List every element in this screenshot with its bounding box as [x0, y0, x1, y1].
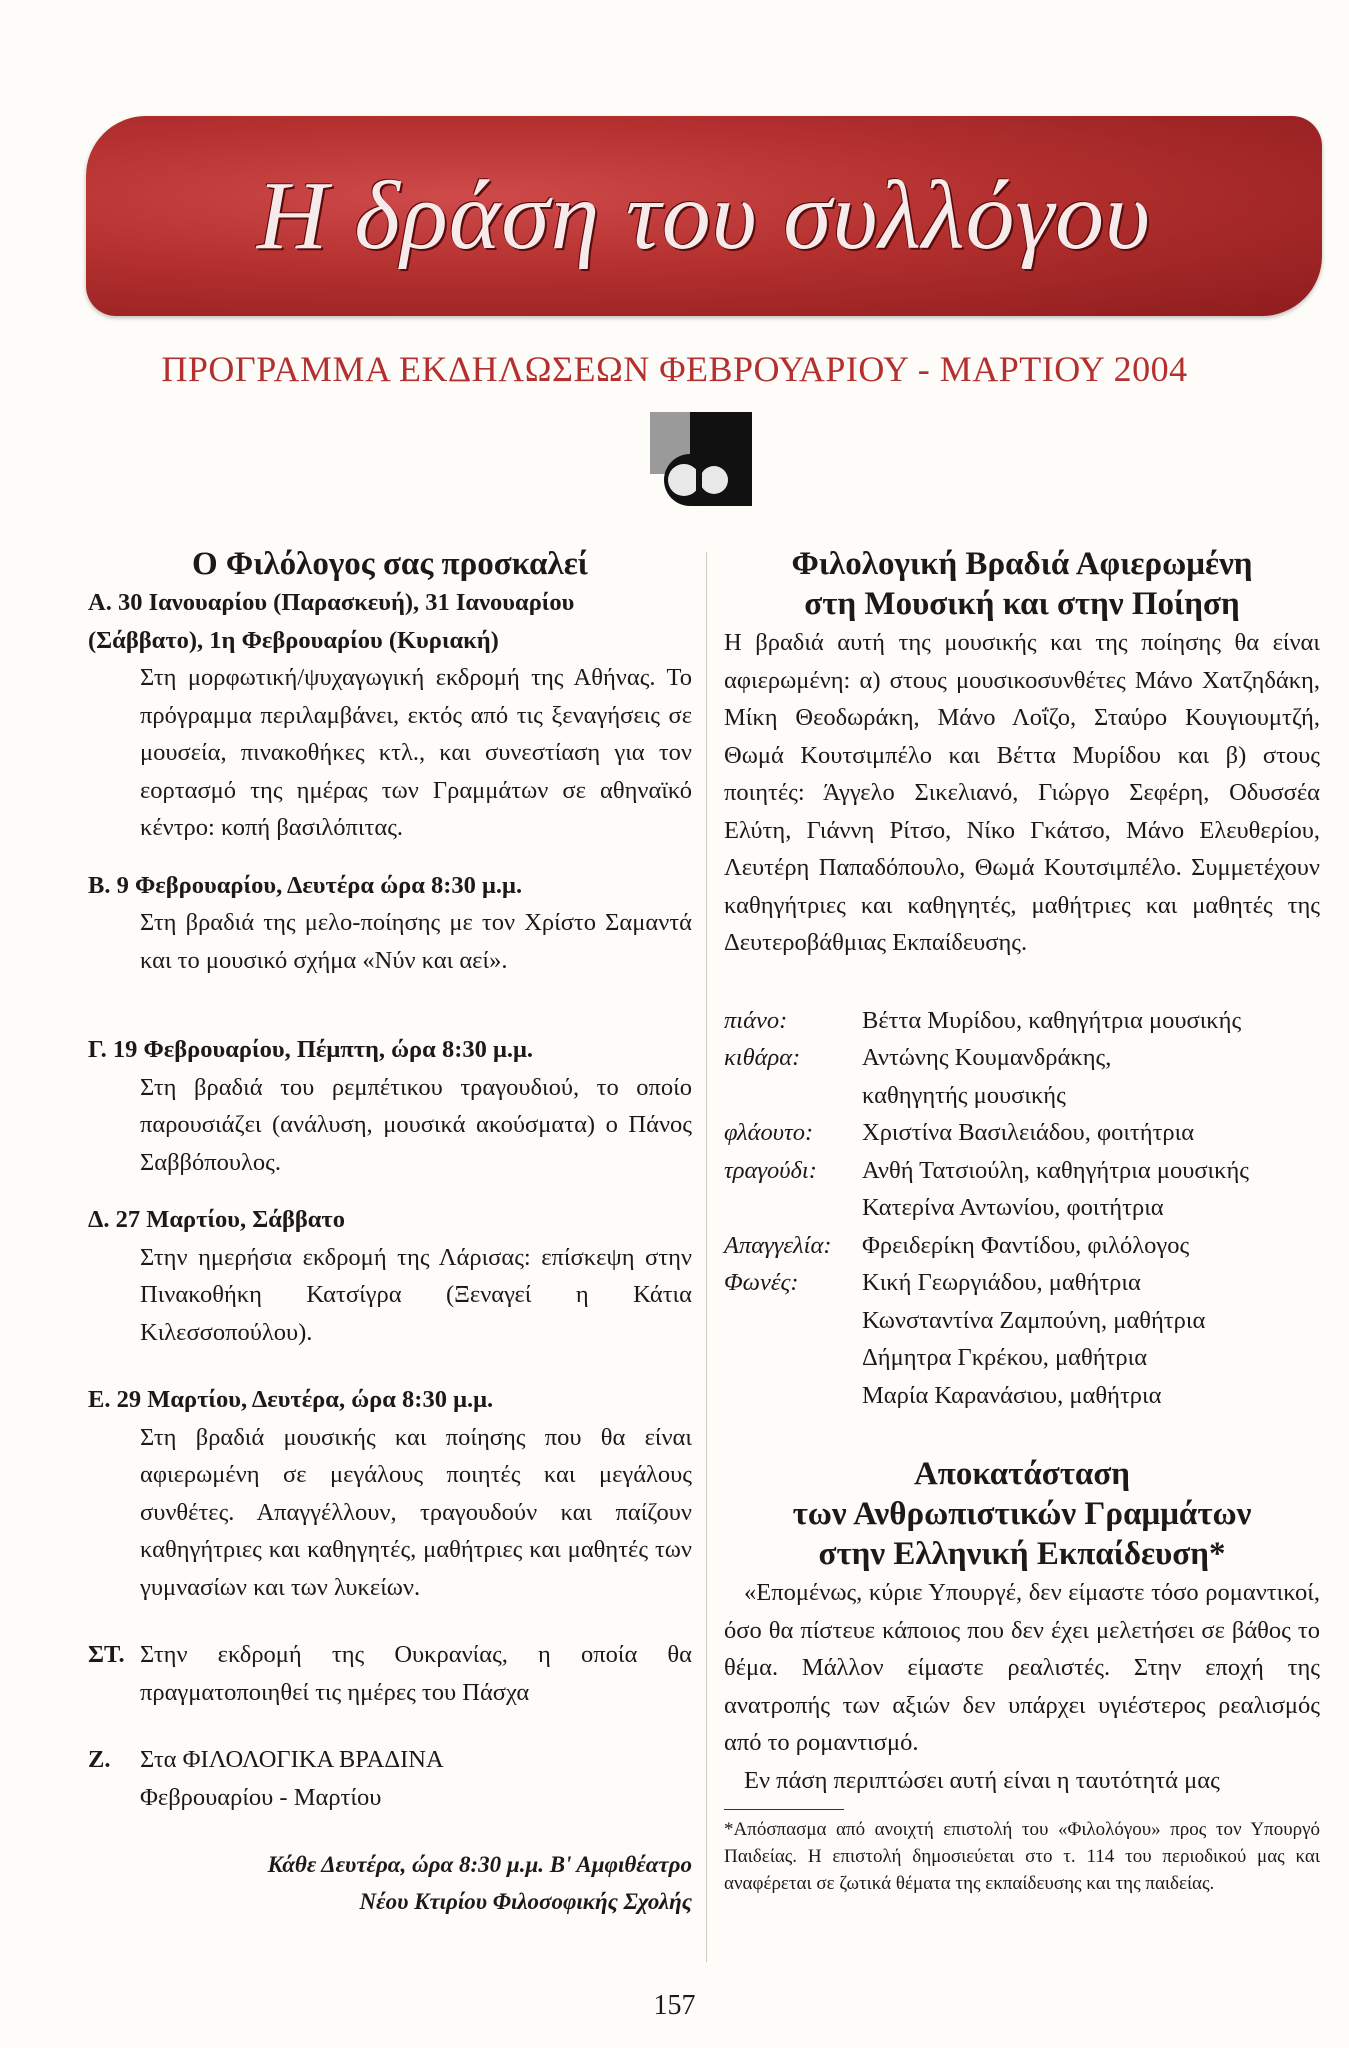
- event-c-head: Γ. 19 Φεβρουαρίου, Πέμπτη, ώρα 8:30 μ.μ.: [88, 1036, 534, 1063]
- page-number: 157: [653, 1990, 696, 2021]
- event-item-b: [88, 867, 692, 980]
- event-item-d: [88, 1201, 692, 1351]
- roster-name: καθηγητής μουσικής: [862, 1081, 1066, 1109]
- roster-role: [724, 1339, 862, 1377]
- event-b-body: Στη βραδιά της μελο-ποίησης με τον Χρίστο Σαμαντά και το μουσικό σχήμα «Νύν και αεί».: [140, 909, 692, 974]
- roster-role: Απαγγελία:: [724, 1231, 832, 1259]
- roster-role: τραγούδι:: [724, 1156, 817, 1184]
- event-e-body: Στη βραδιά μουσικής και ποίησης που θα είναι αφιερωμένη σε μεγάλους ποιητές και μεγάλους συνθέτες. Απαγγέλλουν, τραγουδούν και παίζουν καθηγήτριες και καθηγητές, μαθήτριες και μαθητές των γυμνασίων και των λυκείων.: [140, 1423, 692, 1601]
- event-st-text: Στην εκδρομή της Ουκρανίας, η οποία θα πραγματοποιηθεί τις ημέρες του Πάσχα: [140, 1641, 692, 1706]
- footer-line-1: Κάθε Δευτέρα, ώρα 8:30 μ.μ. Β' Αμφιθέατρο: [267, 1852, 692, 1877]
- roster-name: Βέττα Μυρίδου, καθηγήτρια μουσικής: [862, 1006, 1242, 1034]
- event-d-head: Δ. 27 Μαρτίου, Σάββατο: [88, 1206, 345, 1233]
- banner-title: Η δράση του συλλόγου: [256, 162, 1152, 270]
- roster-name: Κωνσταντίνα Ζαμπούνη, μαθήτρια: [862, 1306, 1206, 1334]
- roster-name: Αντώνης Κουμανδράκης,: [862, 1044, 1112, 1071]
- roster-role: κιθάρα:: [724, 1044, 801, 1071]
- roster-name: Κική Γεωργιάδου, μαθήτρια: [862, 1269, 1141, 1296]
- roster-role: [724, 1189, 862, 1227]
- roster-role: φλάουτο:: [724, 1119, 814, 1146]
- event-item-c: [88, 1031, 692, 1181]
- essay-heading-line-3: στην Ελληνική Εκπαίδευση*: [818, 1536, 1226, 1572]
- event-item-a: [88, 584, 692, 847]
- roster-name: Ανθή Τατσιούλη, καθηγήτρια μουσικής: [862, 1156, 1249, 1184]
- roster-name: Μαρία Καρανάσιου, μαθήτρια: [862, 1381, 1162, 1409]
- roster-role: [724, 1377, 862, 1415]
- event-a-body: Στη μορφωτική/ψυχαγωγική εκδρομή της Αθήνας. Το πρόγραμμα περιλαμβάνει, εκτός από τις ξεναγήσεις σε μουσεία, πινακοθήκες κτλ., και συνεστίαση για τον εορτασμό της ημέρας των Γραμμάτων σε αθηναϊκό κέντρο: κοπή βασιλόπιτας.: [140, 664, 692, 841]
- right-heading-2: στη Μουσική και στην Ποίηση: [804, 586, 1240, 622]
- event-c-body: Στη βραδιά του ρεμπέτικου τραγουδιού, το οποίο παρουσιάζει (ανάλυση, μουσικά ακούσματα) ο Πάνος Σαββόπουλος.: [140, 1073, 692, 1176]
- footnote: *Απόσπασμα από ανοιχτή επιστολή του «Φιλολόγου» προς τον Υπουργό Παιδείας. Η επιστολή δημοσιεύεται στο τ. 114 του περιοδικού μας και αναφέρεται σε ζωτικά θέματα της εκπαίδευσης και της παιδείας.: [724, 1819, 1320, 1894]
- event-b-head: Β. 9 Φεβρουαρίου, Δευτέρα ώρα 8:30 μ.μ.: [88, 871, 523, 899]
- event-d-body: Στην ημερήσια εκδρομή της Λάρισας: επίσκεψη στην Πινακοθήκη Κατσίγρα (Ξεναγεί η Κάτια Κιλεσσοπούλου).: [140, 1243, 692, 1346]
- event-item-e: [88, 1381, 692, 1606]
- essay-heading: [724, 1454, 1320, 1574]
- essay-paragraph-2: Εν πάση περιπτώσει αυτή είναι η ταυτότητά μας: [744, 1766, 1220, 1794]
- roster-name: Κατερίνα Αντωνίου, φοιτήτρια: [862, 1194, 1164, 1221]
- event-z-label: Ζ.: [88, 1746, 111, 1773]
- essay-heading-line-2: των Ανθρωπιστικών Γραμμάτων: [792, 1496, 1252, 1532]
- right-intro: Η βραδιά αυτή της μουσικής και της ποίησης θα είναι αφιερωμένη: α) στους μουσικοσυνθέτες Μάνο Χατζηδάκη, Μίκη Θεοδωράκη, Μάνο Λοΐζο, Σταύρο Κουγιουμτζή, Θωμά Κουτσιμπέλο και Βέττα Μυρίδου και β) στους ποιητές: Άγγελο Σικελιανό, Γιώργο Σεφέρη, Οδυσσέα Ελύτη, Γιάννη Ρίτσο, Νίκο Γκάτσο, Μάνο Ελευθερίου, Λευτέρη Παπαδόπουλο, Θωμά Κουτσιμπέλο. Συμμετέχουν καθηγήτριες και καθηγητές, μαθήτριες και μαθητές της Δευτεροβάθμιας Εκπαίδευσης.: [724, 629, 1320, 956]
- program-heading: ΠΡΟΓΡΑΜΜΑ ΕΚΔΗΛΩΣΕΩΝ ΦΕΒΡΟΥΑΡΙΟΥ - ΜΑΡΤΙΟΥ 2004: [161, 349, 1188, 389]
- roster-name: Χριστίνα Βασιλειάδου, φοιτήτρια: [862, 1119, 1195, 1146]
- left-column: [88, 544, 692, 1920]
- event-e-head: Ε. 29 Μαρτίου, Δευτέρα, ώρα 8:30 μ.μ.: [88, 1386, 494, 1413]
- philologos-logo-icon: [650, 412, 758, 512]
- event-item-z: [88, 1741, 692, 1816]
- right-heading-1: Φιλολογική Βραδιά Αφιερωμένη: [791, 546, 1253, 582]
- event-z-line2: Φεβρουαρίου - Μαρτίου: [140, 1783, 382, 1811]
- column-divider: [706, 552, 707, 1962]
- event-z-line1: Στα ΦΙΛΟΛΟΓΙΚΑ ΒΡΑΔΙΝΑ: [140, 1746, 444, 1773]
- event-st-label: ΣΤ.: [88, 1641, 125, 1668]
- roster-role: πιάνο:: [724, 1006, 788, 1034]
- roster-role: Φωνές:: [724, 1269, 799, 1296]
- roster-name: Δήμητρα Γκρέκου, μαθήτρια: [862, 1344, 1148, 1371]
- performer-roster: [724, 1002, 1320, 1415]
- title-banner: [86, 116, 1322, 316]
- event-item-st: [88, 1636, 692, 1711]
- essay-heading-line-1: Αποκατάσταση: [913, 1456, 1131, 1492]
- roster-role: [724, 1077, 862, 1115]
- event-a-head: Α. 30 Ιανουαρίου (Παρασκευή), 31 Ιανουαρίου (Σάββατο), 1η Φεβρουαρίου (Κυριακή): [88, 589, 575, 654]
- left-heading: Ο Φιλόλογος σας προσκαλεί: [191, 546, 589, 582]
- left-footer-note: [88, 1846, 692, 1920]
- essay-paragraph-1: «Επομένως, κύριε Υπουργέ, δεν είμαστε τόσο ρομαντικοί, όσο θα πίστευε κάποιος που δεν έχει μελετήσει σε βάθος το θέμα. Μάλλον είμαστε ρεαλιστές. Στην εποχή της ανατροπής των αξιών δεν υπάρχει υγιέστερος ρεαλισμός από το ρομαντισμό.: [724, 1579, 1320, 1756]
- roster-name: Φρειδερίκη Φαντίδου, φιλόλογος: [862, 1231, 1190, 1259]
- footer-line-2: Νέου Κτιρίου Φιλοσοφικής Σχολής: [359, 1889, 692, 1914]
- right-column: [724, 544, 1320, 1897]
- footnote-rule: [724, 1809, 844, 1810]
- roster-role: [724, 1302, 862, 1340]
